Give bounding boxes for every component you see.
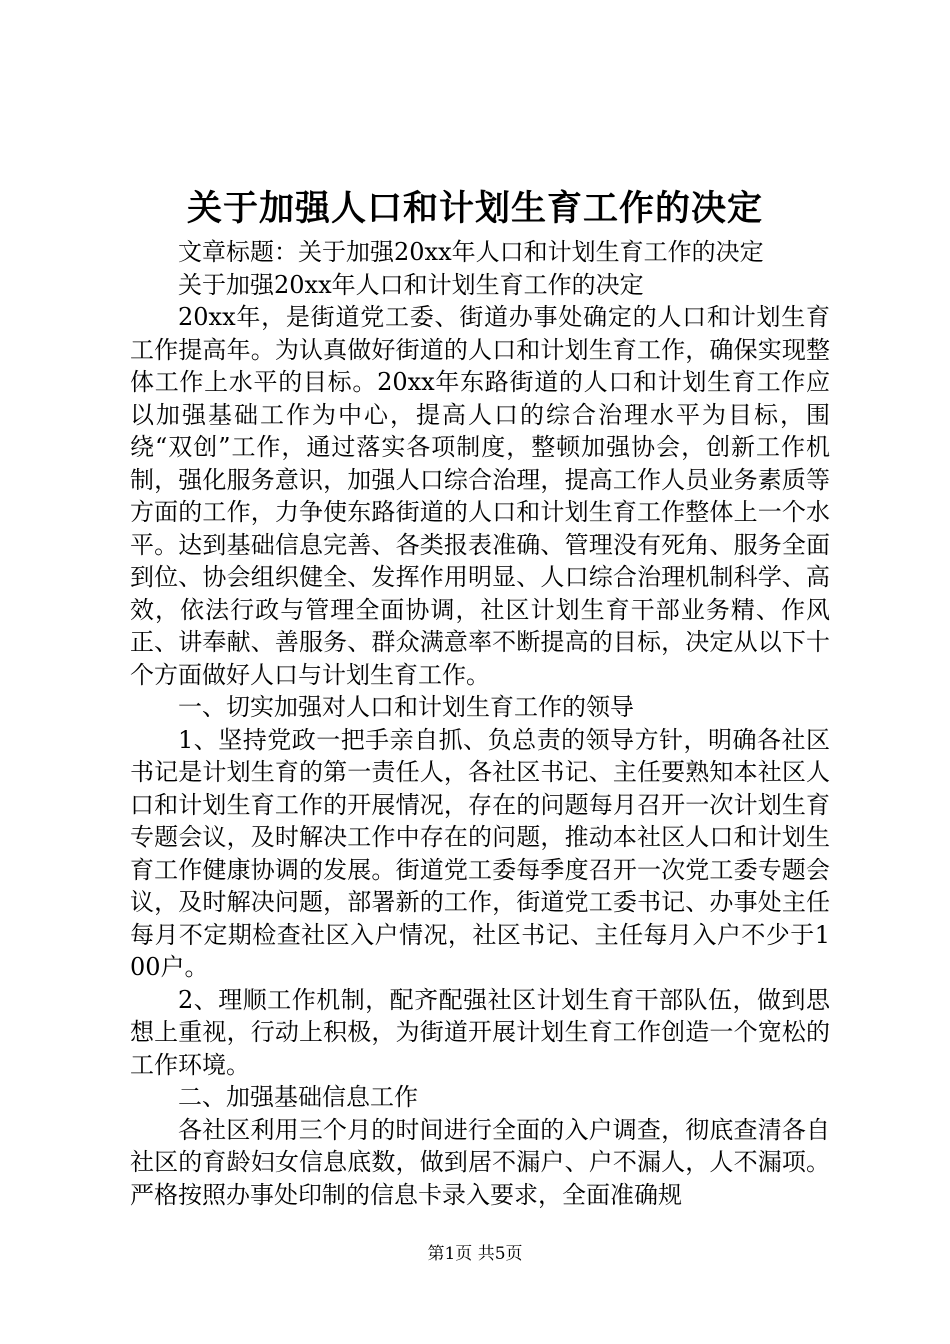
page-number-footer: 第1页 共5页 [427,1244,523,1264]
paragraph-item-1: 1、坚持党政一把手亲自抓、负总责的领导方针，明确各社区书记是计划生育的第一责任人，各社区书记、主任要熟知本社区人口和计划生育工作的开展情况，存在的问题每月召开一次计划生育专题会议，及时解决工作中存在的问题，推动本社区人口和计划生育工作健康协调的发展。街道党工委每季度召开一次党工委专题会议，及时解决问题，部署新的工作，街道党工委书记、办事处主任每月不定期检查社区入户情况，社区书记、主任每月入户不少于100户。 [130,725,830,981]
subtitle-line: 关于加强20xx年人口和计划生育工作的决定 [178,270,644,299]
section-heading-2: 二、加强基础信息工作 [178,1083,418,1111]
intro-paragraph: 20xx年，是街道党工委、街道办事处确定的人口和计划生育工作提高年。为认真做好街道的人口和计划生育工作，确保实现整体工作上水平的目标。20xx年东路街道的人口和计划生育工作应以加强基础工作为中心，提高人口的综合治理水平为目标，围绕“双创”工作，通过落实各项制度，整顿加强协会，创新工作机制，强化服务意识，加强人口综合治理，提高工作人员业务素质等方面的工作，力争使东路街道的人口和计划生育工作整体上一个水平。达到基础信息完善、各类报表准确、管理没有死角、服务全面到位、协会组织健全、发挥作用明显、人口综合治理机制科学、高效，依法行政与管理全面协调，社区计划生育干部业务精、作风正、讲奉献、善服务、群众满意率不断提高的目标，决定从以下十个方面做好人口与计划生育工作。 [130,303,830,689]
document-title: 关于加强人口和计划生育工作的决定 [186,188,763,229]
article-title-line: 文章标题：关于加强20xx年人口和计划生育工作的决定 [178,238,764,266]
document-body [130,236,830,1211]
paragraph-item-2: 2、理顺工作机制，配齐配强社区计划生育干部队伍，做到思想上重视，行动上积极，为街道开展计划生育工作创造一个宽松的工作环境。 [130,985,830,1079]
section-heading-1: 一、切实加强对人口和计划生育工作的领导 [178,693,634,721]
paragraph-basic-info: 各社区利用三个月的时间进行全面的入户调查，彻底查清各自社区的育龄妇女信息底数，做到居不漏户、户不漏人，人不漏项。严格按照办事处印制的信息卡录入要求，全面准确规 [130,1115,830,1209]
